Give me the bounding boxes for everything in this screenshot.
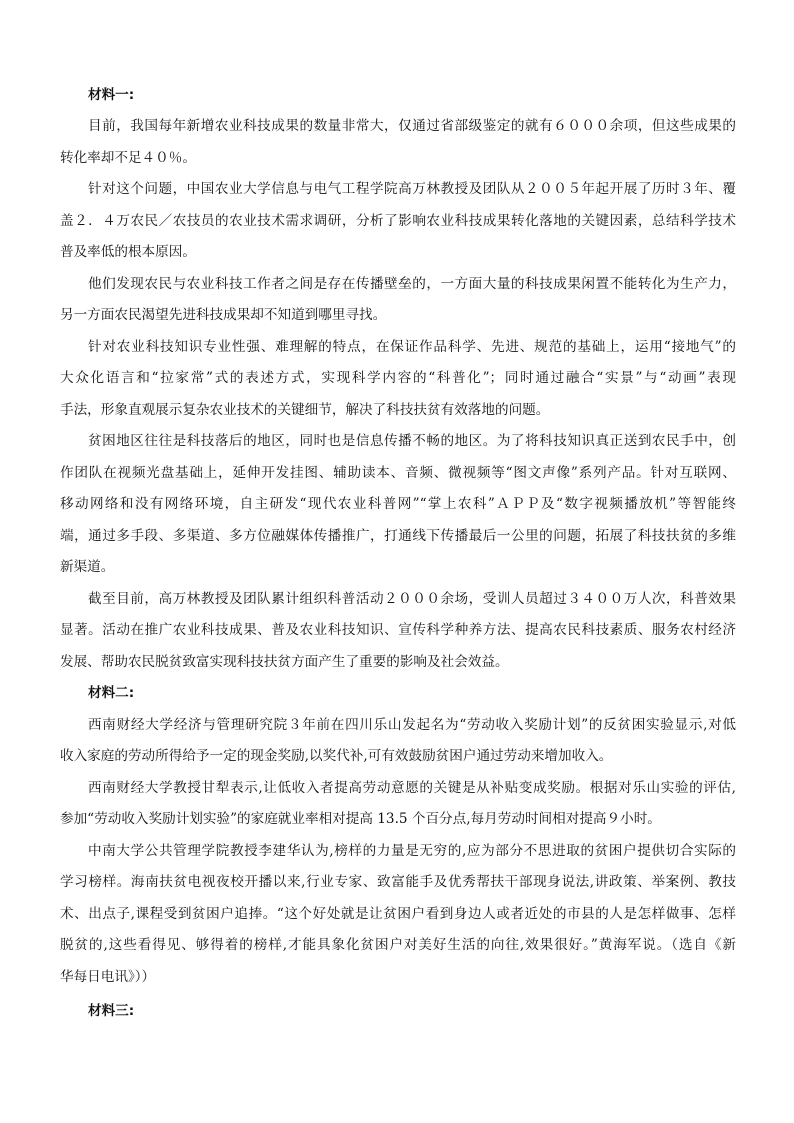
paragraph-line: 普及率低的根本原因。 (60, 244, 196, 260)
material-1-heading: 材料一: (88, 87, 135, 103)
paragraph-line: 移动网络和没有网络环境，自主研发“现代农业科普网”“掌上农科”ＡＰＰ及“数字视频播放机”等智能终 (60, 496, 736, 512)
paragraph-line: 收入家庭的劳动所得给予一定的现金奖励,以奖代补,可有效鼓励贫困户通过劳动来增加收入。 (60, 748, 613, 764)
paragraph-line: 西南财经大学教授甘犁表示,让低收入者提高劳动意愿的关键是从补贴变成奖励。根据对乐山实验的评估, (88, 780, 736, 796)
paragraph-line: 手法，形象直观展示复杂农业技术的关键细节，解决了科技扶贫有效落地的问题。 (60, 402, 550, 418)
paragraph-line: 学习榜样。海南扶贫电视夜校开播以来,行业专家、致富能手及优秀帮扶干部现身说法,讲政策、举案例、教技 (60, 874, 736, 890)
paragraph-line: 针对农业科技知识专业性强、难理解的特点，在保证作品科学、先进、规范的基础上，运用“接地气”的 (88, 339, 736, 355)
paragraph-line: 大众化语言和“拉家常”式的表述方式，实现科学内容的“科普化”；同时通过融合“实景”与“动画”表现 (60, 370, 736, 386)
paragraph-line: 端，通过多手段、多渠道、多方位融媒体传播推广，打通线下传播最后一公里的问题，拓展了科技扶贫的多维 (60, 528, 736, 544)
paragraph-line: 显著。活动在推广农业科技成果、普及农业科技知识、宣传科学种养方法、提高农民科技素质、服务农村经济 (60, 622, 736, 638)
material-2-heading: 材料二: (88, 685, 135, 701)
paragraph-line: 他们发现农民与农业科技工作者之间是存在传播壁垒的，一方面大量的科技成果闲置不能转化为生产力， (88, 276, 736, 292)
paragraph-line: 截至目前，高万林教授及团队累计组织科普活动２０００余场，受训人员超过３４００万人次，科普效果 (88, 591, 736, 607)
paragraph-line: 发展、帮助农民脱贫致富实现科技扶贫方面产生了重要的影响及社会效益。 (60, 654, 509, 670)
paragraph-line: 中南大学公共管理学院教授李建华认为,榜样的力量是无穷的,应为部分不思进取的贫困户提供切合实际的 (88, 843, 736, 859)
paragraph-line: 目前，我国每年新增农业科技成果的数量非常大，仅通过省部级鉴定的就有６０００余项，但这些成果的 (88, 118, 736, 134)
paragraph-line: 盖２．４万农民／农技员的农业技术需求调研，分析了影响农业科技成果转化落地的关键因素，总结科学技术 (60, 213, 736, 229)
paragraph-line: 脱贫的,这些看得见、够得着的榜样,才能具象化贫困户对美好生活的向往,效果很好。”黄海军说。（选自《新 (60, 937, 736, 953)
paragraph-line: 另一方面农民渴望先进科技成果却不知道到哪里寻找。 (60, 307, 387, 323)
paragraph-line: 西南财经大学经济与管理研究院３年前在四川乐山发起名为“劳动收入奖励计划”的反贫困实验显示,对低 (88, 717, 736, 733)
paragraph-line: 转化率却不足４０％。 (60, 150, 196, 166)
paragraph-line: 华每日电讯》）） (60, 969, 156, 985)
paragraph-line: 针对这个问题，中国农业大学信息与电气工程学院高万林教授及团队从２００５年起开展了历时３年、覆 (88, 181, 736, 197)
paragraph-line: 贫困地区往往是科技落后的地区，同时也是信息传播不畅的地区。为了将科技知识真正送到农民手中，创 (88, 433, 736, 449)
paragraph-line: 参加“劳动收入奖励计划实验”的家庭就业率相对提高 13.5 个百分点,每月劳动时间相对提高９小时。 (60, 811, 661, 827)
material-3-heading: 材料三: (88, 1003, 135, 1019)
paragraph-line: 新渠道。 (60, 559, 115, 575)
paragraph-line: 术、出点子,课程受到贫困户追捧。“这个好处就是让贫困户看到身边人或者近处的市县的人是怎样做事、怎样 (60, 906, 736, 922)
paragraph-line: 作团队在视频光盘基础上，延伸开发挂图、辅助读本、音频、微视频等“图文声像”系列产品。针对互联网、 (60, 465, 736, 481)
